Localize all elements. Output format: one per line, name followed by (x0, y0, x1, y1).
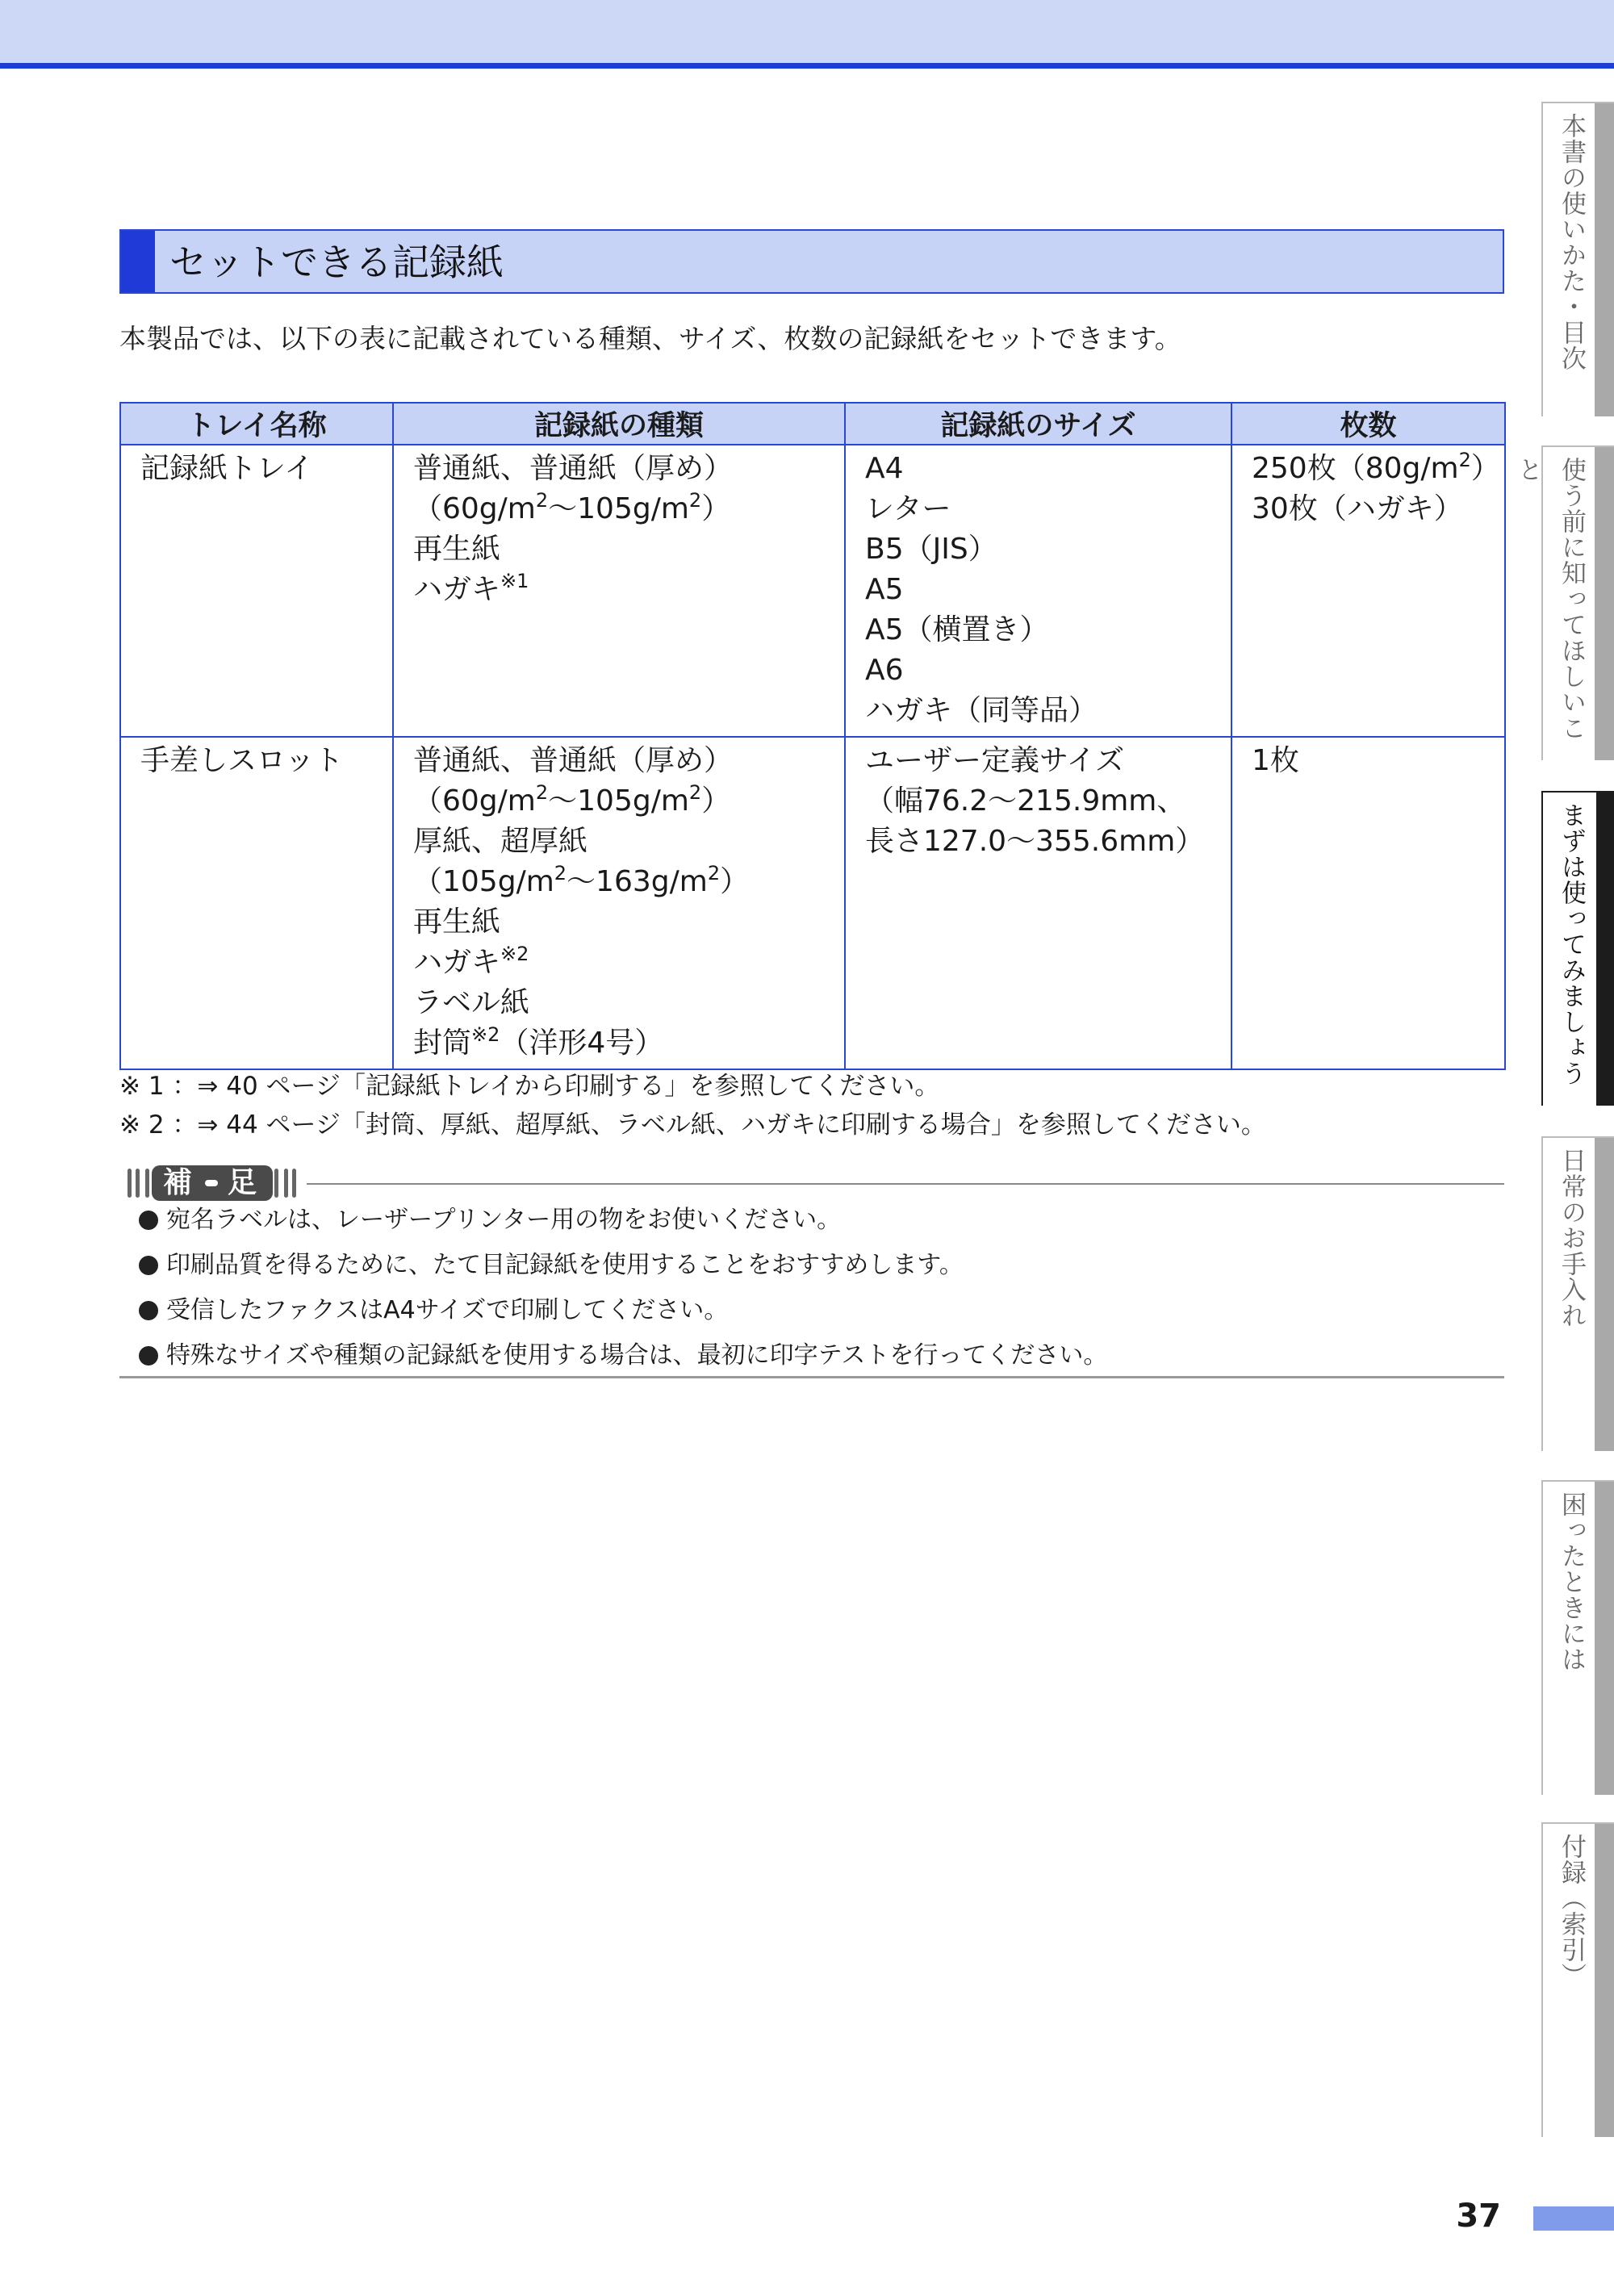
bullet-dot-icon (139, 1211, 158, 1230)
type-line: ラベル紙 (413, 986, 530, 1019)
header-size: 記録紙のサイズ (845, 403, 1231, 445)
tray-name: 記録紙トレイ (140, 452, 314, 485)
hosoku-char-1: 補 (163, 1166, 193, 1199)
hosoku-bullet: 特殊なサイズや種類の記録紙を使用する場合は、最初に印字テストを行ってください。 (139, 1340, 1107, 1372)
page-number-bar (1533, 2206, 1614, 2231)
side-tab-label: 困ったときには (1557, 1491, 1586, 1672)
tick-marks-right (271, 1169, 300, 1198)
footnote-1: ※ 1 ：⇒ 40 ページ「記録紙トレイから印刷する」を参照してください。 (119, 1072, 940, 1101)
hosoku-bullet: 受信したファクスはA4サイズで印刷してください。 (139, 1294, 728, 1327)
size-line: A4 (865, 452, 904, 485)
table-row (120, 737, 1505, 1069)
count-line: 1枚 (1252, 744, 1299, 777)
hosoku-header (119, 1161, 1504, 1206)
size-line: ハガキ（同等品） (865, 694, 1098, 727)
table-row (120, 445, 1505, 737)
type-line: $(60g/m^2\sim 105g/m^2)$ (413, 489, 731, 525)
hosoku-bottom-rule (119, 1376, 1504, 1378)
type-line: 普通紙、普通紙（厚め） (413, 744, 734, 777)
section-title: セットできる記録紙 (169, 240, 504, 284)
hosoku-char-2: 足 (228, 1166, 257, 1199)
hosoku-bullet: 宛名ラベルは、レーザープリンター用の物をお使いください。 (139, 1204, 841, 1236)
type-line: 厚紙、超厚紙 (413, 825, 588, 858)
cell-types (393, 737, 845, 1069)
cell-tray (120, 445, 393, 737)
size-line: A5（横置き） (865, 613, 1049, 646)
side-tab-label: 使う前に知ってほしいこと (1513, 457, 1586, 741)
size-line: 長さ127.0～355.6mm） (865, 825, 1205, 858)
section-heading (119, 229, 1504, 294)
cell-sizes (845, 737, 1231, 1069)
bullet-dot-icon (139, 1301, 158, 1320)
side-tab-appendix[interactable] (1541, 1822, 1614, 2137)
header-tray: トレイ名称 (120, 403, 393, 445)
size-line: ユーザー定義サイズ (865, 744, 1125, 777)
cell-count (1231, 737, 1505, 1069)
top-band (0, 0, 1614, 63)
cell-count (1231, 445, 1505, 737)
side-tab-troubleshooting[interactable] (1541, 1480, 1614, 1795)
paper-table (119, 402, 1506, 1070)
size-line: B5（JIS） (865, 533, 997, 566)
count-line: 30枚（ハガキ） (1252, 492, 1463, 525)
side-tab-label: 日常のお手入れ (1557, 1148, 1586, 1328)
badge-connector (205, 1180, 218, 1186)
type-line: ハガキ$^{※2}$ (413, 943, 529, 979)
top-rule (0, 63, 1614, 69)
page-number: 37 (1456, 2198, 1501, 2235)
size-line: （幅76.2～215.9mm、 (865, 784, 1186, 818)
type-line: 封筒$^{※2}$（洋形4号） (413, 1023, 664, 1060)
type-line: 再生紙 (413, 905, 501, 939)
hosoku-bullet: 印刷品質を得るために、たて目記録紙を使用することをおすすめします。 (139, 1249, 964, 1282)
table-header-row (120, 403, 1505, 445)
type-line: $(105g/m^2\sim 163g/m^2)$ (413, 862, 750, 898)
side-tab-before-use[interactable] (1513, 445, 1614, 760)
type-line: ハガキ$^{※1}$ (413, 570, 529, 606)
side-tab-label: 付録（索引） (1557, 1834, 1586, 1989)
side-tab-getting-started[interactable] (1541, 791, 1614, 1106)
side-tab-contents[interactable] (1541, 102, 1614, 416)
header-type: 記録紙の種類 (393, 403, 845, 445)
side-tab-label: まずは使ってみましょう (1557, 802, 1586, 1086)
cell-types (393, 445, 845, 737)
side-tab-label: 本書の使いかた・目次 (1557, 113, 1586, 371)
size-line: A5 (865, 573, 904, 606)
count-line: 250枚$(80g/m^2)$ (1252, 449, 1500, 485)
tray-name: 手差しスロット (140, 744, 344, 777)
hosoku-badge (152, 1165, 273, 1201)
type-line: $(60g/m^2\sim 105g/m^2)$ (413, 781, 731, 818)
intro-text: 本製品では、以下の表に記載されている種類、サイズ、枚数の記録紙をセットできます。 (119, 323, 1181, 354)
header-count: 枚数 (1231, 403, 1505, 445)
type-line: 普通紙、普通紙（厚め） (413, 452, 734, 485)
size-line: A6 (865, 654, 904, 687)
heading-accent-bar (121, 231, 155, 292)
side-tab-maintenance[interactable] (1541, 1136, 1614, 1451)
hosoku-rule (307, 1183, 1504, 1185)
bullet-dot-icon (139, 1346, 158, 1365)
footnote-2: ※ 2 ：⇒ 44 ページ「封筒、厚紙、超厚紙、ラベル紙、ハガキに印刷する場合」を参照してください。 (119, 1110, 1266, 1140)
type-line: 再生紙 (413, 533, 501, 566)
cell-tray (120, 737, 393, 1069)
cell-sizes (845, 445, 1231, 737)
bullet-dot-icon (139, 1256, 158, 1275)
tick-marks-left (124, 1169, 153, 1198)
size-line: レター (865, 492, 951, 525)
